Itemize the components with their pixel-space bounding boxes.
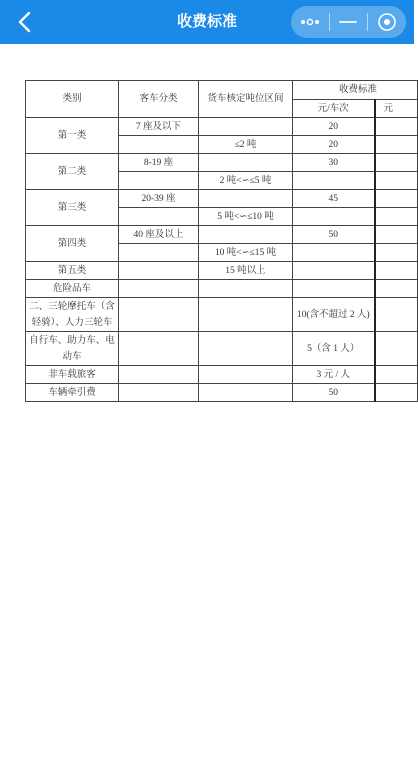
cell-fee-2 [375,244,418,262]
cell-truck [199,332,293,366]
cell-fee-2 [375,208,418,226]
header-fee-unit-2: 元 [375,100,418,118]
cell-fee [293,244,375,262]
cell-fee-2 [375,226,418,244]
more-icon [300,17,320,27]
cell-category: 第四类 [26,226,119,262]
top-navigation-bar [0,0,414,44]
cell-fee-2 [375,298,418,332]
table-header-row [26,81,418,100]
cell-category: 第二类 [26,154,119,190]
cell-category: 非车载旅客 [26,366,119,384]
cell-truck: 10 吨<∽≤15 吨 [199,244,293,262]
cell-category: 第五类 [26,262,119,280]
cell-passenger [119,172,199,190]
cell-passenger [119,244,199,262]
cell-passenger: 40 座及以上 [119,226,199,244]
cell-fee-2 [375,190,418,208]
cell-truck [199,190,293,208]
cell-fee: 20 [293,118,375,136]
cell-truck [199,384,293,402]
cell-fee: 50 [293,384,375,402]
close-circle-icon [377,12,397,32]
header-passenger-class: 客车分类 [119,81,199,118]
fee-standard-table [25,80,418,402]
cell-passenger [119,366,199,384]
cell-passenger: 7 座及以下 [119,118,199,136]
cell-fee [293,280,375,298]
cell-truck: 2 吨<∽≤5 吨 [199,172,293,190]
minimize-icon [338,19,358,25]
table-row [26,280,418,298]
table-row [26,190,418,208]
cell-category: 车辆牵引费 [26,384,119,402]
cell-passenger [119,280,199,298]
cell-category: 自行车、助力车、电动车 [26,332,119,366]
cell-passenger [119,332,199,366]
cell-fee-2 [375,154,418,172]
cell-passenger [119,262,199,280]
table-row [26,154,418,172]
cell-category: 危险品车 [26,280,119,298]
cell-category: 二、三轮摩托车（含轻骑）、人力三轮车 [26,298,119,332]
cell-fee [293,262,375,280]
cell-fee: 50 [293,226,375,244]
cell-fee: 45 [293,190,375,208]
back-button[interactable] [10,8,38,36]
header-fee-standard: 收费标准 [293,81,418,100]
table-row [26,298,418,332]
table-row [26,226,418,244]
cell-fee: 20 [293,136,375,154]
cell-fee: 30 [293,154,375,172]
cell-truck [199,280,293,298]
header-fee-unit: 元/车次 [293,100,375,118]
table-row [26,366,418,384]
cell-fee [293,208,375,226]
cell-truck [199,118,293,136]
cell-category: 第一类 [26,118,119,154]
cell-passenger [119,298,199,332]
cell-truck: ≤2 吨 [199,136,293,154]
cell-fee-2 [375,136,418,154]
cell-fee: 3 元 / 人 [293,366,375,384]
table-row [26,118,418,136]
fee-table-container[interactable] [25,80,394,398]
cell-truck [199,154,293,172]
header-truck-tonnage: 货车核定吨位区间 [199,81,293,118]
table-row [26,384,418,402]
chevron-left-icon [17,11,31,33]
table-row [26,262,418,280]
close-button[interactable] [368,6,406,38]
cell-truck [199,226,293,244]
cell-passenger [119,208,199,226]
table-row [26,332,418,366]
header-category: 类别 [26,81,119,118]
cell-passenger: 8-19 座 [119,154,199,172]
cell-fee: 10(含不超过 2 人) [293,298,375,332]
cell-fee-2 [375,172,418,190]
cell-fee-2 [375,384,418,402]
cell-fee-2 [375,262,418,280]
cell-fee-2 [375,280,418,298]
cell-passenger [119,136,199,154]
cell-fee: 5（含 1 人） [293,332,375,366]
cell-truck: 5 吨<∽≤10 吨 [199,208,293,226]
page-title: 收费标准 [176,13,237,30]
cell-truck [199,298,293,332]
mini-program-capsule [291,6,406,38]
cell-category: 第三类 [26,190,119,226]
cell-passenger: 20-39 座 [119,190,199,208]
cell-truck [199,366,293,384]
cell-fee-2 [375,366,418,384]
cell-truck: 15 吨以上 [199,262,293,280]
cell-fee [293,172,375,190]
more-button[interactable] [291,6,329,38]
cell-fee-2 [375,118,418,136]
minimize-button[interactable] [330,6,368,38]
cell-fee-2 [375,332,418,366]
cell-passenger [119,384,199,402]
